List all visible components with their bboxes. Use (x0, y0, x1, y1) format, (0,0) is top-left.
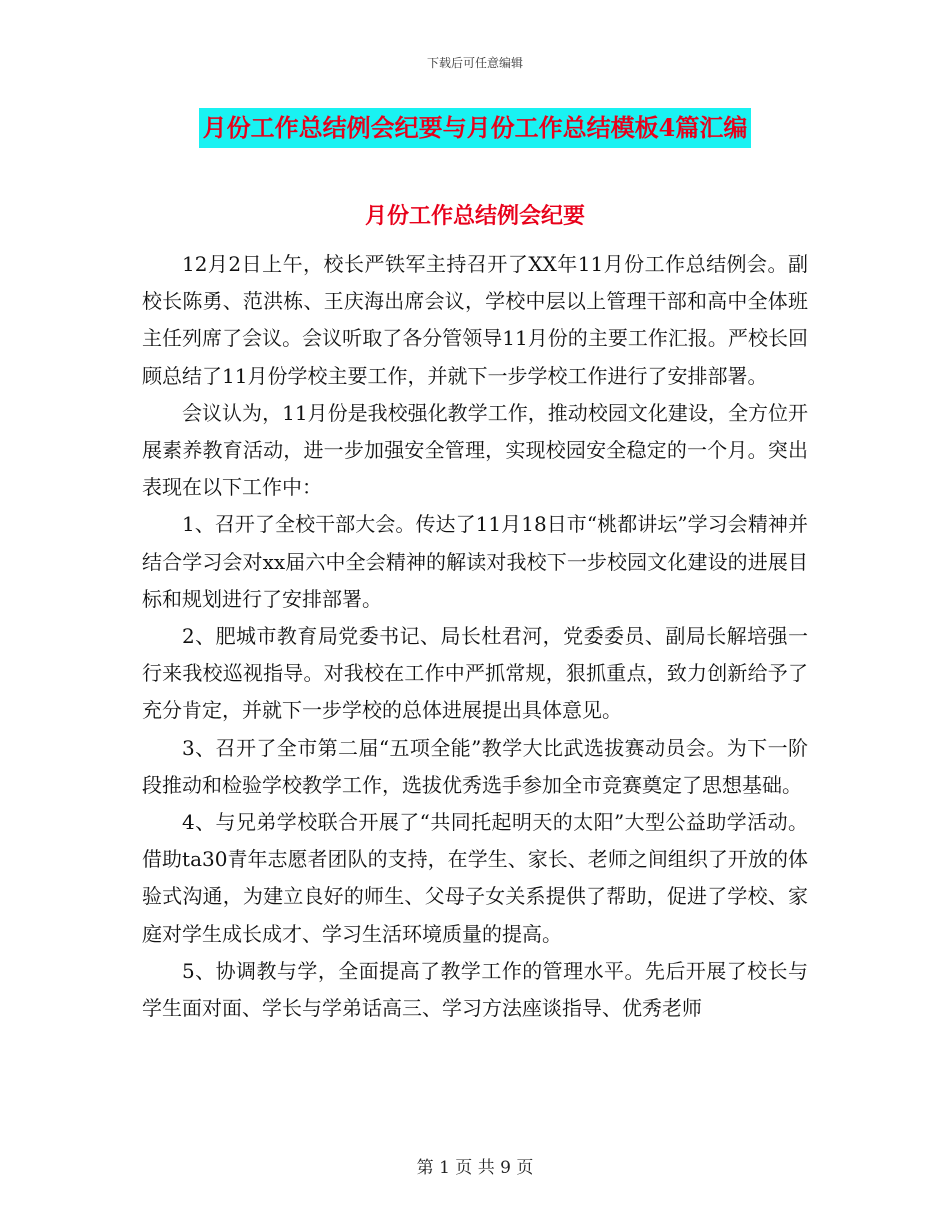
header-note: 下载后可任意编辑 (426, 56, 523, 70)
paragraph-4: 2、肥城市教育局党委书记、局长杜君河，党委委员、副局长解培强一行来我校巡视指导。对我校在工作中严抓常规，狠抓重点，致力创新给予了充分肯定，并就下一步学校的总体进展提出具体意见。 (142, 624, 808, 723)
paragraph-6: 4、与兄弟学校联合开展了“共同托起明天的太阳”大型公益助学活动。借助ta30青年志愿者团队的支持，在学生、家长、老师之间组织了开放的体验式沟通，为建立良好的师生、父母子女关系提供了帮助，促进了学校、家庭对学生成长成才、学习生活环境质量的提高。 (142, 810, 808, 946)
paragraph-2: 会议认为，11月份是我校强化教学工作，推动校园文化建设，全方位开展素养教育活动，进一步加强安全管理，实现校园安全稳定的一个月。突出表现在以下工作中： (142, 400, 808, 500)
paragraph-5: 3、召开了全市第二届“五项全能”教学大比武选拔赛动员会。为下一阶段推动和检验学校教学工作，选拔优秀选手参加全市竞赛奠定了思想基础。 (142, 735, 808, 797)
document-body (142, 246, 808, 1027)
paragraph-3: 1、召开了全校干部大会。传达了11月18日市“桃都讲坛”学习会精神并结合学习会对xx届六中全会精神的解读对我校下一步校园文化建设的进展目标和规划进行了安排部署。 (142, 512, 808, 611)
section-title: 月份工作总结例会纪要 (364, 203, 585, 229)
paragraph-1: 12月2日上午，校长严铁军主持召开了XX年11月份工作总结例会。副校长陈勇、范洪栋、王庆海出席会议，学校中层以上管理干部和高中全体班主任列席了会议。会议听取了各分管领导11月份的主要工作汇报。严校长回顾总结了11月份学校主要工作，并就下一步学校工作进行了安排部署。 (142, 252, 808, 388)
paragraph-7: 5、协调教与学，全面提高了教学工作的管理水平。先后开展了校长与学生面对面、学长与学弟话高三、学习方法座谈指导、优秀老师 (142, 958, 808, 1021)
document-title: 月份工作总结例会纪要与月份工作总结模板4篇汇编 (199, 108, 752, 148)
page-footer: 第 1 页 共 9 页 (416, 1158, 534, 1178)
document-title-block (0, 108, 950, 148)
